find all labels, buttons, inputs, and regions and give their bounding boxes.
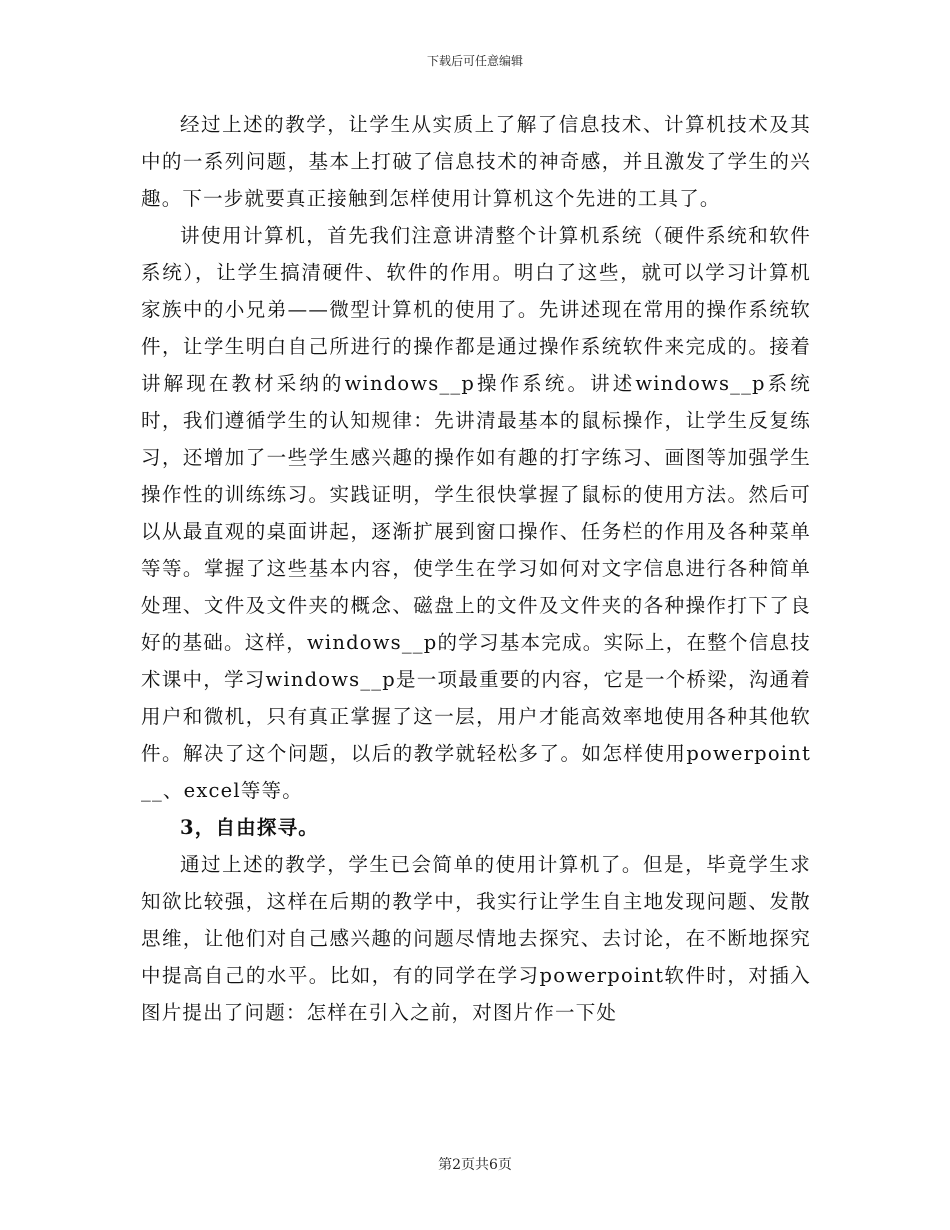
page-header: 下载后可任意编辑 (426, 54, 523, 68)
paragraph: 经过上述的教学，让学生从实质上了解了信息技术、计算机技术及其中的一系列问题，基本上打破了信息技术的神奇感，并且激发了学生的兴趣。下一步就要真正接触到怎样使用计算机这个先进的工具了。 (141, 113, 811, 210)
page-footer: 第2页共6页 (438, 1157, 512, 1173)
paragraph: 通过上述的教学，学生已会简单的使用计算机了。但是，毕竟学生求知欲比较强，这样在后期的教学中，我实行让学生自主地发现问题、发散思维，让他们对自己感兴趣的问题尽情地去探究、去讨论，在不断地探究中提高自己的水平。比如，有的同学在学习powerpoint软件时，对插入图片提出了问题：怎样在引入之前，对图片作一下处 (141, 853, 811, 1024)
document-body (141, 106, 811, 1031)
section-heading: 3，自由探寻。 (180, 816, 319, 839)
paragraph: 讲使用计算机，首先我们注意讲清整个计算机系统（硬件系统和软件系统），让学生搞清硬件、软件的作用。明白了这些，就可以学习计算机家族中的小兄弟——微型计算机的使用了。先讲述现在常用的操作系统软件，让学生明白自己所进行的操作都是通过操作系统软件来完成的。接着讲解现在教材采纳的windows__p操作系统。讲述windows__p系统时，我们遵循学生的认知规律：先讲清最基本的鼠标操作，让学生反复练习，还增加了一些学生感兴趣的操作如有趣的打字练习、画图等加强学生操作性的训练练习。实践证明，学生很快掌握了鼠标的使用方法。然后可以从最直观的桌面讲起，逐渐扩展到窗口操作、任务栏的作用及各种菜单等等。掌握了这些基本内容，使学生在学习如何对文字信息进行各种简单处理、文件及文件夹的概念、磁盘上的文件及文件夹的各种操作打下了良好的基础。这样，windows__p的学习基本完成。实际上，在整个信息技术课中，学习windows__p是一项最重要的内容，它是一个桥梁，沟通着用户和微机，只有真正掌握了这一层，用户才能高效率地使用各种其他软件。解决了这个问题，以后的教学就轻松多了。如怎样使用powerpoint__、excel等等。 (141, 224, 811, 802)
